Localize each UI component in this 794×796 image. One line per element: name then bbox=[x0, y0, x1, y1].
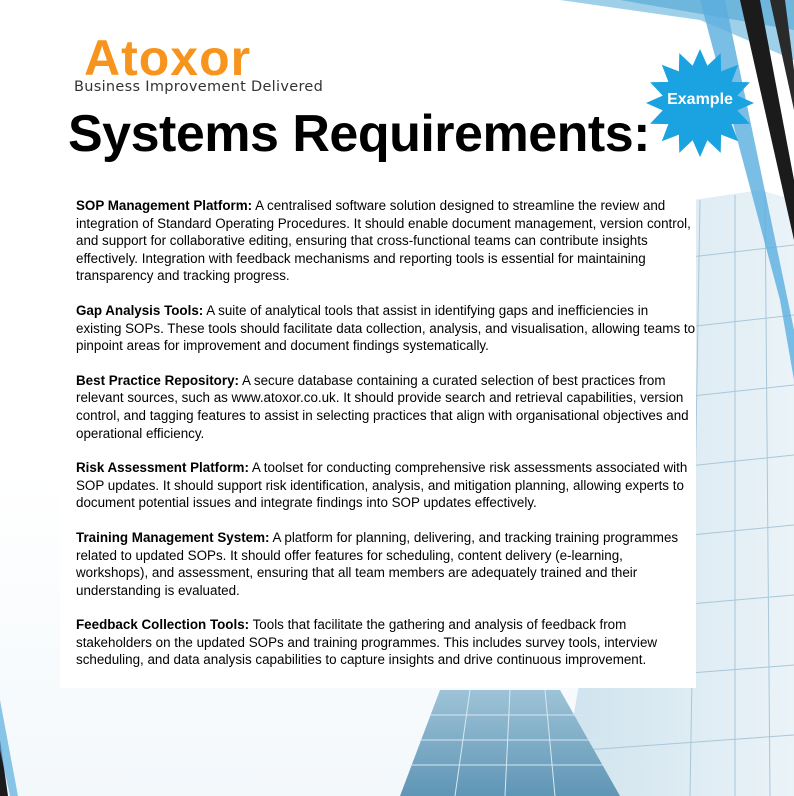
requirement-item bbox=[76, 372, 696, 442]
requirements-panel bbox=[60, 188, 696, 688]
requirement-item bbox=[76, 197, 696, 285]
requirement-description: Tools that facilitate the gathering and analysis of feedback from stakeholders on the updated SOPs and training programmes. This includes survey tools, interview scheduling, and data analysis capabilities to capture insights and drive continuous improvement. bbox=[76, 617, 658, 668]
requirement-name: Feedback Collection Tools: bbox=[76, 617, 250, 633]
atoxor-logo bbox=[74, 30, 324, 98]
requirement-name: Best Practice Repository: bbox=[76, 372, 239, 388]
requirement-name: Gap Analysis Tools: bbox=[76, 302, 204, 318]
requirement-description: A toolset for conducting comprehensive risk assessments associated with SOP updates. It should support risk identification, analysis, and mitigation planning, allowing experts to document potential issues and integrate findings into SOP updates effectively. bbox=[76, 460, 688, 511]
logo-wordmark: Atoxor bbox=[84, 30, 252, 86]
requirement-description: A secure database containing a curated selection of best practices from relevant sources, such as www.atoxor.co.uk. It should provide search and retrieval capabilities, version control, and tagging features to assist in selecting practices that align with organisational objectives and operational efficiency. bbox=[76, 372, 689, 441]
page-title: Systems Requirements: bbox=[68, 105, 650, 163]
requirement-item bbox=[76, 616, 696, 669]
badge-label: Example bbox=[667, 91, 733, 108]
requirement-item bbox=[76, 302, 696, 355]
logo-tagline: Business Improvement Delivered bbox=[74, 79, 324, 95]
requirement-description: A suite of analytical tools that assist in identifying gaps and inefficiencies in existing SOPs. These tools should facilitate data collection, analysis, and visualisation, allowing teams to pinpoint areas for improvement and document findings systematically. bbox=[76, 302, 696, 354]
requirement-description: A platform for planning, delivering, and tracking training programmes related to updated SOPs. It should offer features for scheduling, content delivery (e-learning, workshops), and assessment, ensuring that all team members are adequately trained and their understanding is evaluated. bbox=[76, 529, 679, 598]
requirement-name: Training Management System: bbox=[76, 529, 270, 545]
requirement-name: Risk Assessment Platform: bbox=[76, 460, 249, 476]
example-badge bbox=[645, 48, 755, 158]
requirement-item bbox=[76, 529, 696, 599]
requirement-description: A centralised software solution designed to streamline the review and integration of Standard Operating Procedures. It should enable document management, version control, and support for collaborative editing, ensuring that cross-functional teams can contribute insights effectively. Integration with feedback mechanisms and reporting tools is essential for maintaining transparency and tracking progress. bbox=[76, 198, 691, 284]
requirement-item bbox=[76, 459, 696, 512]
requirement-name: SOP Management Platform: bbox=[76, 198, 253, 213]
requirements-list bbox=[76, 197, 696, 669]
